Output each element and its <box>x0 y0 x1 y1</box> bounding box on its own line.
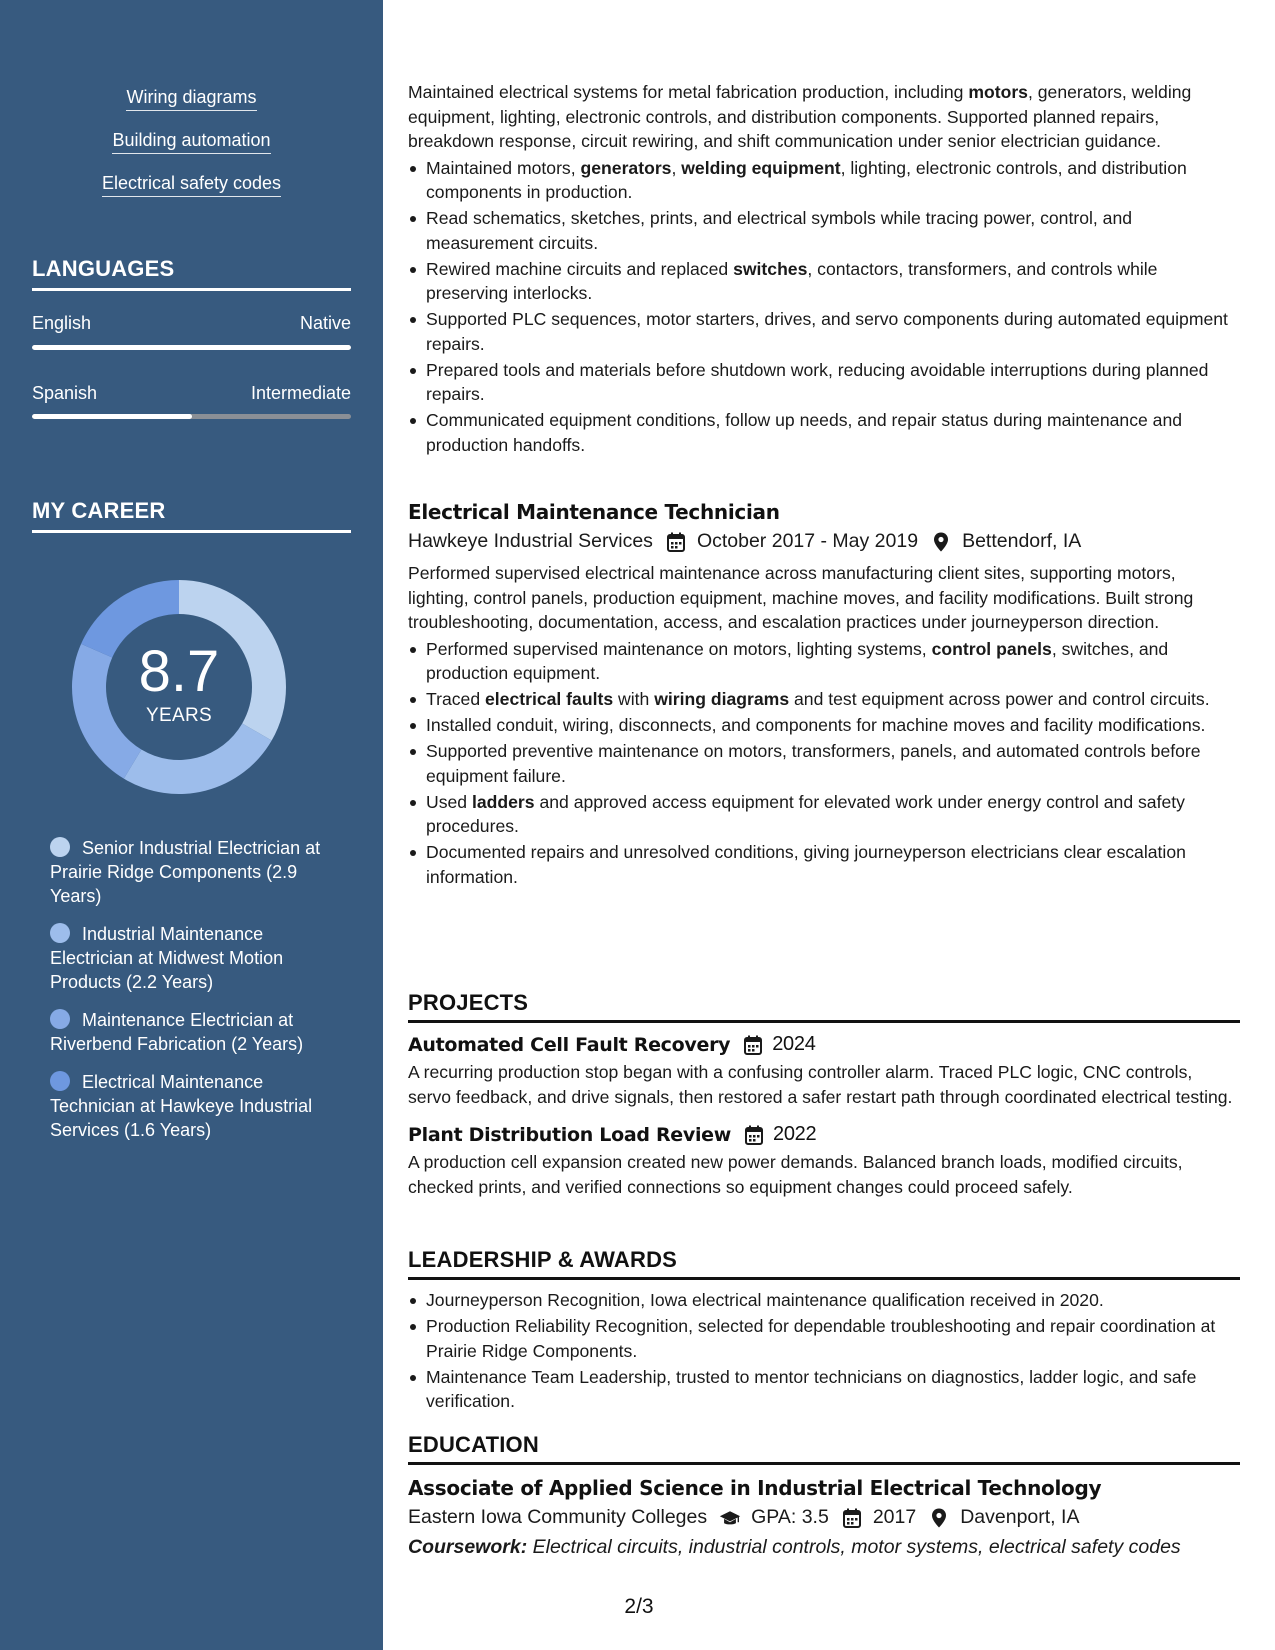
language-bar-spanish <box>32 414 351 419</box>
job-entry <box>408 500 1240 889</box>
job-location: Bettendorf, IA <box>962 530 1082 552</box>
job-entry-continued <box>408 80 1240 457</box>
skill-label: Building automation <box>112 129 270 154</box>
project-description: A production cell expansion created new power demands. Balanced branch loads, modified circuits, checked prints, and verified connections so equipment changes could proceed safely. <box>408 1152 1183 1197</box>
project-title: Plant Distribution Load Review <box>408 1123 732 1146</box>
language-bar-fill <box>32 414 192 419</box>
project-title-row <box>408 1123 1240 1146</box>
language-level: Intermediate <box>250 383 351 403</box>
career-legend-text: Maintenance Electrician at Riverbend Fabrication (2 Years) <box>50 1010 304 1054</box>
legend-dot <box>50 923 70 943</box>
gpa: GPA: 3.5 <box>751 1506 829 1528</box>
school-location: Davenport, IA <box>960 1506 1080 1528</box>
donut-center <box>66 574 292 800</box>
career-legend <box>50 836 340 1156</box>
leadership-item: Maintenance Team Leadership, trusted to mentor technicians on diagnostics, ladder logic, and safe verification. <box>408 1365 1240 1414</box>
job-meta <box>408 530 1240 553</box>
job-summary: Performed supervised electrical maintenance across manufacturing client sites, supporting motors, lighting, control panels, production equipment, machine moves, and facility modifications. Built strong troubleshooting, documentation, access, and escalation practices under journeyperson direction. <box>408 563 1194 632</box>
job-bullet: Communicated equipment conditions, follow up needs, and repair status during maintenance and production handoffs. <box>408 408 1240 457</box>
career-total-value: 8.7 <box>138 639 220 704</box>
skill-item <box>0 172 383 197</box>
languages-heading: LANGUAGES <box>32 256 351 291</box>
language-bar-fill <box>32 345 351 350</box>
career-legend-item <box>50 1070 340 1142</box>
leadership-item: Production Reliability Recognition, selected for dependable troubleshooting and repair coordination at Prairie Ridge Components. <box>408 1314 1240 1363</box>
projects-section <box>408 990 1240 1199</box>
job-bullet: Prepared tools and materials before shutdown work, reducing avoidable interruptions during planned repairs. <box>408 358 1240 407</box>
section-heading-projects: PROJECTS <box>408 990 1240 1023</box>
language-bar-english <box>32 345 351 350</box>
leadership-item: Journeyperson Recognition, Iowa electrical maintenance qualification received in 2020. <box>408 1288 1240 1313</box>
job-summary: Maintained electrical systems for metal fabrication production, including motors, generators, welding equipment, lighting, electronic controls, and distribution components. Supported planned repairs, breakdown response, circuit rewiring, and shift communication under senior electrician guidance. <box>408 82 1192 151</box>
job-dates: October 2017 - May 2019 <box>696 530 919 552</box>
language-row-spanish <box>32 383 351 404</box>
project-title: Automated Cell Fault Recovery <box>408 1033 731 1056</box>
job-bullets <box>408 156 1240 458</box>
location-pin-icon <box>928 1507 950 1529</box>
job-bullets <box>408 637 1240 890</box>
legend-dot <box>50 837 70 857</box>
skill-item <box>0 86 383 111</box>
project-year: 2022 <box>773 1123 817 1145</box>
graduation-cap-icon <box>719 1507 741 1529</box>
career-legend-text: Electrical Maintenance Technician at Hawkeye Industrial Services (1.6 Years) <box>50 1072 313 1140</box>
job-bullet: Maintained motors, generators, welding equipment, lighting, electronic controls, and distribution components in production. <box>408 156 1240 205</box>
company-name: Hawkeye Industrial Services <box>408 530 653 552</box>
degree-title: Associate of Applied Science in Industrial Electrical Technology <box>408 1476 1102 1500</box>
education-section <box>408 1432 1240 1559</box>
coursework <box>408 1536 1240 1559</box>
career-total-unit: YEARS <box>146 705 212 726</box>
skills-list <box>0 86 383 215</box>
project-title-row <box>408 1033 1240 1056</box>
leadership-section <box>408 1247 1240 1414</box>
leadership-list <box>408 1288 1240 1414</box>
page-number: 2/3 <box>624 1595 654 1618</box>
language-name: English <box>32 313 92 333</box>
job-bullet: Supported preventive maintenance on motors, transformers, panels, and automated controls before equipment failure. <box>408 739 1240 788</box>
project-description: A recurring production stop began with a confusing controller alarm. Traced PLC logic, CNC controls, servo feedback, and drive signals, then restored a safer restart path through coordinated electrical testing. <box>408 1062 1233 1107</box>
education-meta <box>408 1506 1240 1529</box>
skill-label: Electrical safety codes <box>102 172 281 197</box>
job-bullet: Performed supervised maintenance on motors, lighting systems, control panels, switches, and production equipment. <box>408 637 1240 686</box>
language-name: Spanish <box>32 383 98 403</box>
section-heading-education: EDUCATION <box>408 1432 1240 1465</box>
graduation-year: 2017 <box>872 1506 917 1528</box>
career-legend-text: Industrial Maintenance Electrician at Midwest Motion Products (2.2 Years) <box>50 924 284 992</box>
job-bullet: Used ladders and approved access equipment for elevated work under energy control and safety procedures. <box>408 790 1240 839</box>
job-bullet: Documented repairs and unresolved conditions, giving journeyperson electricians clear escalation information. <box>408 840 1240 889</box>
career-heading: MY CAREER <box>32 498 351 533</box>
job-bullet: Rewired machine circuits and replaced switches, contactors, transformers, and controls while preserving interlocks. <box>408 257 1240 306</box>
career-legend-item <box>50 836 340 908</box>
career-legend-item <box>50 1008 340 1056</box>
coursework-text: Electrical circuits, industrial controls, motor systems, electrical safety codes <box>527 1536 1181 1558</box>
coursework-label: Coursework: <box>408 1536 528 1558</box>
calendar-icon <box>742 1034 764 1056</box>
school-name: Eastern Iowa Community Colleges <box>408 1506 708 1528</box>
skill-item <box>0 129 383 154</box>
career-legend-item <box>50 922 340 994</box>
legend-dot <box>50 1009 70 1029</box>
career-donut-chart <box>66 574 292 800</box>
skill-label: Wiring diagrams <box>126 86 256 111</box>
language-row-english <box>32 313 351 334</box>
job-bullet: Traced electrical faults with wiring diagrams and test equipment across power and control circuits. <box>408 687 1240 712</box>
job-bullet: Supported PLC sequences, motor starters, drives, and servo components during automated equipment repairs. <box>408 307 1240 356</box>
legend-dot <box>50 1071 70 1091</box>
job-title: Electrical Maintenance Technician <box>408 500 780 524</box>
language-level: Native <box>299 313 351 333</box>
calendar-icon <box>841 1507 863 1529</box>
calendar-icon <box>665 531 687 553</box>
location-pin-icon <box>930 531 952 553</box>
sidebar <box>0 0 383 1650</box>
career-legend-text: Senior Industrial Electrician at Prairie Ridge Components (2.9 Years) <box>50 838 321 906</box>
calendar-icon <box>743 1124 765 1146</box>
job-bullet: Installed conduit, wiring, disconnects, and components for machine moves and facility modifications. <box>408 713 1240 738</box>
section-heading-leadership: LEADERSHIP & AWARDS <box>408 1247 1240 1280</box>
job-bullet: Read schematics, sketches, prints, and electrical symbols while tracing power, control, and measurement circuits. <box>408 206 1240 255</box>
project-year: 2024 <box>772 1033 816 1055</box>
